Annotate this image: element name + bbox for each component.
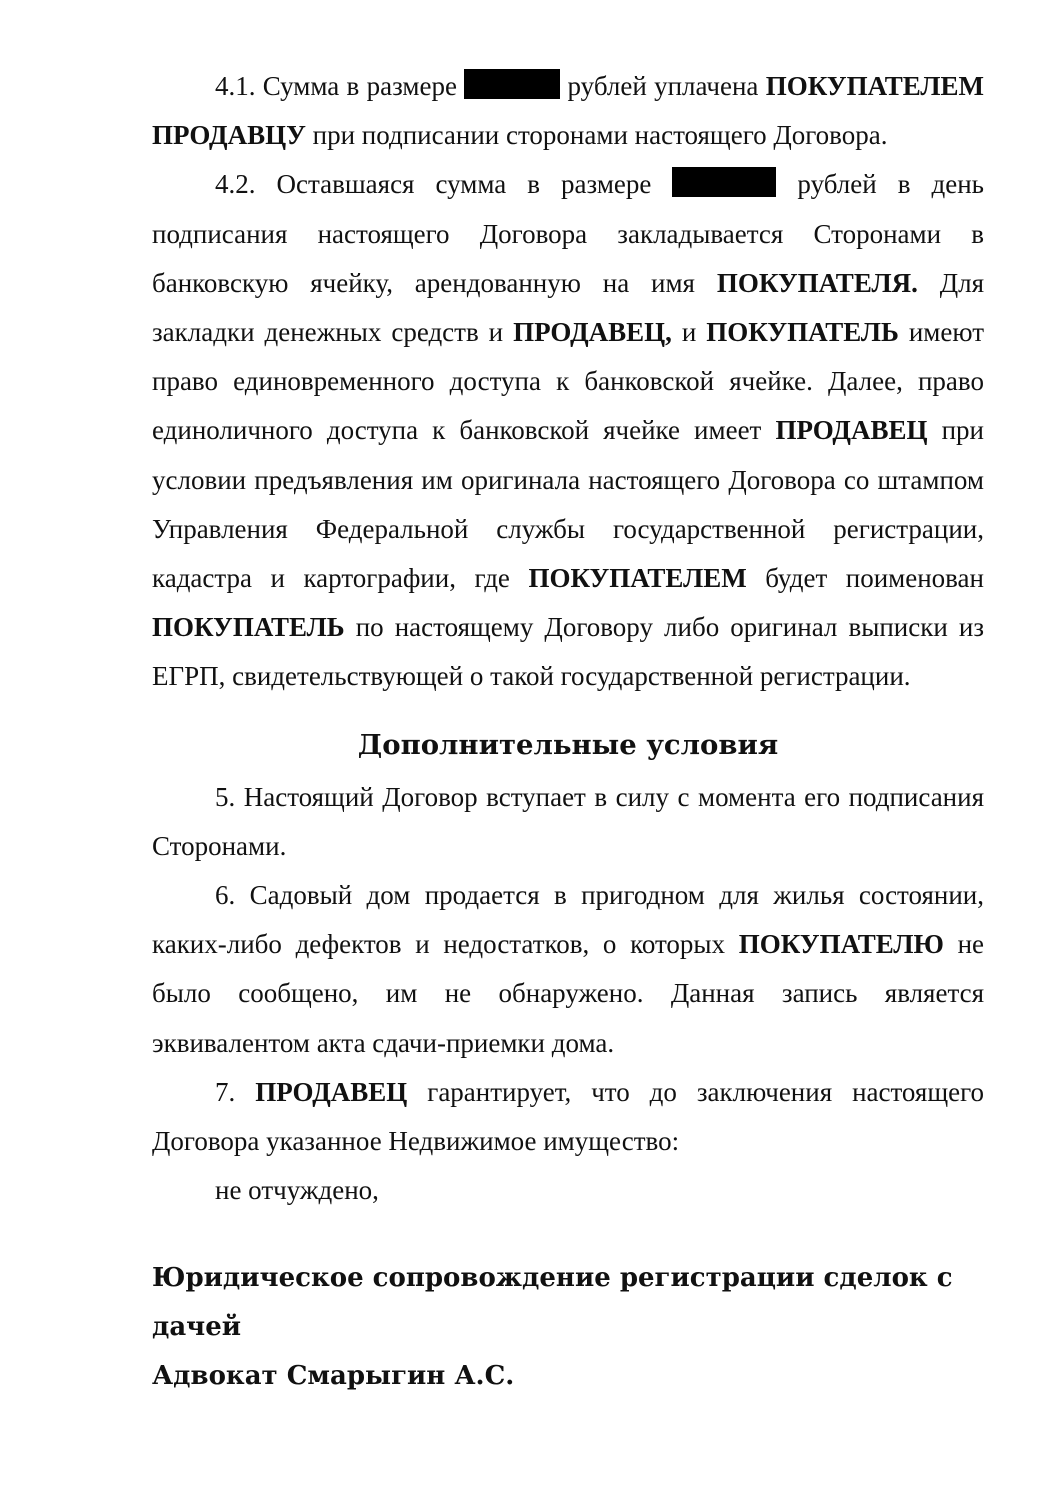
clause-4-2-text-e: при условии предъявления им оригинала настоящего Договора со штампом Управления Федеральной службы государственной регистрации, кадастра и картографии, где — [152, 415, 985, 594]
buyer-term: ПОКУПАТЕЛЕМ — [528, 563, 747, 594]
clause-4-2-text-a: рублей в день подписания настоящего Договора закладывается Сторонами в банковскую ячейку, арендованную на имя — [152, 169, 984, 298]
clause-6-text-a: 6. Садовый дом продается в пригодном для жилья состоянии, каких-либо дефектов и недостатков, о которых — [152, 880, 984, 960]
clause-4-2-text-b: Для закладки денежных средств и — [152, 267, 984, 348]
seller-term: ПРОДАВЦУ — [152, 120, 306, 151]
clause-6 — [152, 871, 984, 1068]
redacted-amount — [672, 167, 776, 197]
document-page — [152, 62, 984, 1401]
clause-4-2-prefix: 4.2. Оставшаяся сумма в размере — [215, 169, 673, 200]
list-item: не отчуждено, — [215, 1175, 379, 1206]
clause-4-1 — [152, 62, 984, 160]
seller-term: ПРОДАВЕЦ, — [513, 317, 672, 348]
clause-4-2-text-d: имеют право единовременного доступа к банковской ячейке. Далее, право единоличного доступа к банковской ячейке имеет — [152, 317, 984, 446]
clause-7-text: гарантирует, что до заключения настоящего Договора указанное Недвижимое имущество: — [152, 1076, 985, 1157]
footer-service-line: Юридическое сопровождение регистрации сделок с дачей — [152, 1263, 953, 1343]
clause-7-prefix: 7. — [215, 1076, 256, 1107]
footer-author-line: Адвокат Смарыгин А.С. — [152, 1361, 515, 1392]
redacted-amount — [464, 69, 560, 99]
seller-term: ПРОДАВЕЦ — [255, 1076, 408, 1107]
clause-4-2-text-g: по настоящему Договору либо оригинал выписки из ЕГРП, свидетельствующей о такой государственной регистрации. — [152, 612, 984, 692]
clause-4-1-prefix: 4.1. Сумма в размере — [215, 71, 465, 101]
footer — [152, 1254, 984, 1401]
buyer-term: ПОКУПАТЕЛЯ. — [716, 267, 918, 298]
clause-5: 5. Настоящий Договор вступает в силу с момента его подписания Сторонами. — [152, 781, 984, 861]
clause-4-2 — [152, 160, 984, 701]
buyer-term: ПОКУПАТЕЛЮ — [738, 929, 944, 960]
clause-6-text-b: не было сообщено, им не обнаружено. Данная запись является эквивалентом акта сдачи-приемки дома. — [152, 929, 985, 1058]
clause-4-2-text-f: будет поименован — [746, 563, 984, 594]
clause-4-2-text-c: и — [671, 317, 707, 348]
seller-term: ПРОДАВЕЦ — [775, 415, 928, 446]
buyer-term: ПОКУПАТЕЛЬ — [152, 612, 345, 643]
section-heading: Дополнительные условия — [357, 728, 779, 761]
clause-4-1-suffix: рублей уплачена — [560, 71, 766, 101]
buyer-term: ПОКУПАТЕЛЕМ — [765, 71, 984, 101]
clause-7 — [152, 1068, 984, 1166]
clause-4-1-tail: при подписании сторонами настоящего Договора. — [305, 120, 888, 151]
buyer-term: ПОКУПАТЕЛЬ — [706, 317, 899, 348]
